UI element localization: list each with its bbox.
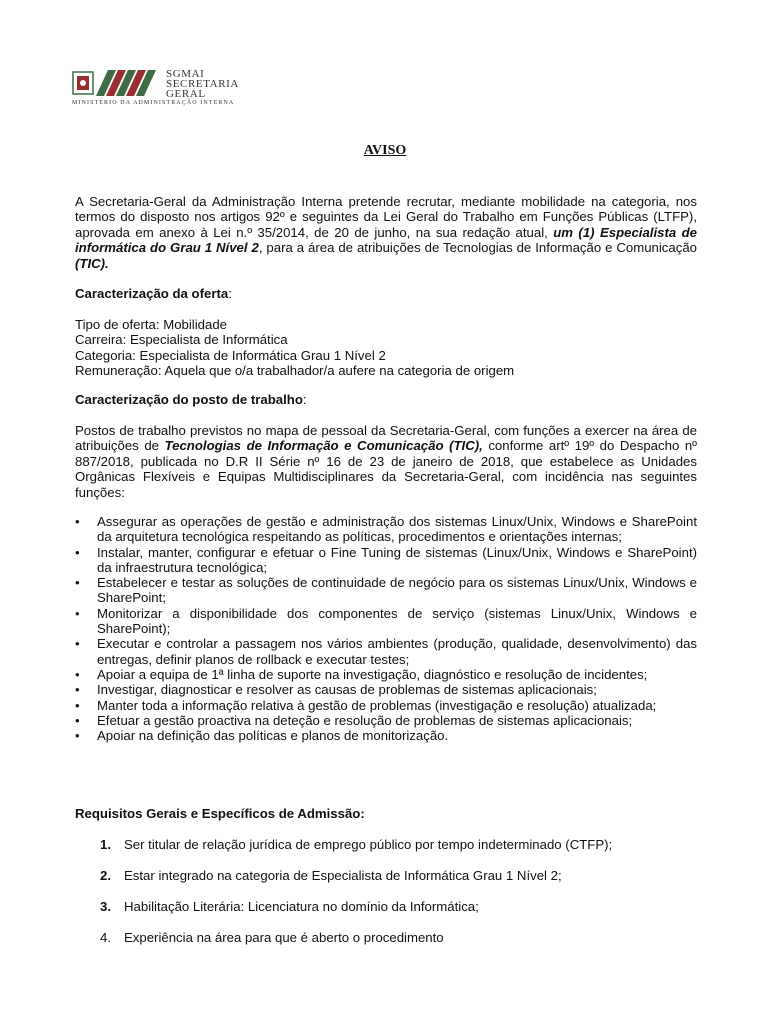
sgmai-logo (72, 66, 252, 110)
page-title: AVISO (363, 143, 407, 158)
list-item: • Efetuar a gestão proactiva na deteção e resolução de problemas de sistemas aplicacionais; (75, 712, 633, 728)
list-item: • Executar e controlar a passagem nos vários ambientes (produção, qualidade, desenvolvimento) das entregas, definir planos de rollback e executar testes; (75, 636, 697, 667)
post-heading: Caracterização do posto de trabalho: (75, 392, 307, 407)
requirement-item: 1. Ser titular de relação jurídica de emprego público por tempo indeterminado (CTFP); (100, 837, 613, 852)
list-item: • Instalar, manter, configurar e efetuar o Fine Tuning de sistemas (Linux/Unix, Windows e SharePoint) da infraestrutura tecnológica; (75, 544, 697, 575)
requirement-item: 3. Habilitação Literária: Licenciatura no domínio da Informática; (100, 899, 479, 914)
list-item: • Assegurar as operações de gestão e administração dos sistemas Linux/Unix, Windows e SharePoint da arquitetura tecnológica respeitando as políticas, procedimentos e orientações internas; (75, 514, 697, 545)
sgmai-emblem-icon (72, 66, 164, 100)
list-item: • Manter toda a informação relativa à gestão de problemas (investigação e resolução) atualizada; (75, 697, 657, 713)
list-item: • Estabelecer e testar as soluções de continuidade de negócio para os sistemas Linux/Unix, Windows e SharePoint; (75, 575, 697, 606)
offer-line: Categoria: Especialista de Informática Grau 1 Nível 2 (75, 347, 386, 363)
logo-line-1: SGMAI (166, 68, 205, 80)
ministry-name: MINISTÉRIO DA ADMINISTRAÇÃO INTERNA (72, 100, 235, 106)
requirements-heading: Requisitos Gerais e Específicos de Admissão: (75, 806, 365, 821)
offer-details (75, 317, 697, 379)
post-paragraph: Postos de trabalho previstos no mapa de pessoal da Secretaria-Geral, com funções a exercer na área de atribuições de Tecnologias de Informação e Comunicação (TIC), conforme artº 19º do Despacho nº 887/2018, publicada no D.R II Série nº 16 de 23 de janeiro de 2018, que estabelece as Unidades Orgânicas Flexíveis e Equipas Multidisciplinares da Secretaria-Geral, com incidência nas seguintes funções: (75, 423, 697, 500)
intro-paragraph: A Secretaria-Geral da Administração Interna pretende recrutar, mediante mobilidade na categoria, nos termos do disposto nos artigos 92º e seguintes da Lei Geral do Trabalho em Funções Públicas (LTFP), aprovada em anexo à Lei n.º 35/2014, de 20 de junho, na sua redação atual, um (1) Especialista de informática do Grau 1 Nível 2, para a área de atribuições de Tecnologias de Informação e Comunicação (TIC). (75, 194, 697, 271)
offer-heading: Caracterização da oferta: (75, 286, 232, 301)
list-item: • Apoiar a equipa de 1ª linha de suporte na investigação, diagnóstico e resolução de incidentes; (75, 666, 648, 682)
functions-list (75, 514, 697, 743)
list-item: • Monitorizar a disponibilidade dos componentes de serviço (sistemas Linux/Unix, Windows e SharePoint); (75, 605, 697, 637)
list-item: • Investigar, diagnosticar e resolver as causas de problemas de sistemas aplicacionais; (75, 682, 597, 698)
list-item: • Apoiar na definição das políticas e planos de monitorização. (75, 728, 449, 744)
requirement-item: 4. Experiência na área para que é aberto o procedimento (100, 930, 444, 945)
logo-line-3: GERAL (166, 88, 206, 100)
logo-line-2: SECRETARIA (166, 78, 239, 90)
intro-position: um (1) Especialista de informática do Grau 1 Nível 2 (75, 224, 697, 256)
offer-line: Tipo de oferta: Mobilidade (75, 317, 227, 332)
offer-line: Remuneração: Aquela que o/a trabalhador/a aufere na categoria de origem (75, 363, 515, 379)
requirement-item: 2. Estar integrado na categoria de Especialista de Informática Grau 1 Nível 2; (100, 868, 562, 883)
offer-line: Carreira: Especialista de Informática (75, 332, 288, 348)
